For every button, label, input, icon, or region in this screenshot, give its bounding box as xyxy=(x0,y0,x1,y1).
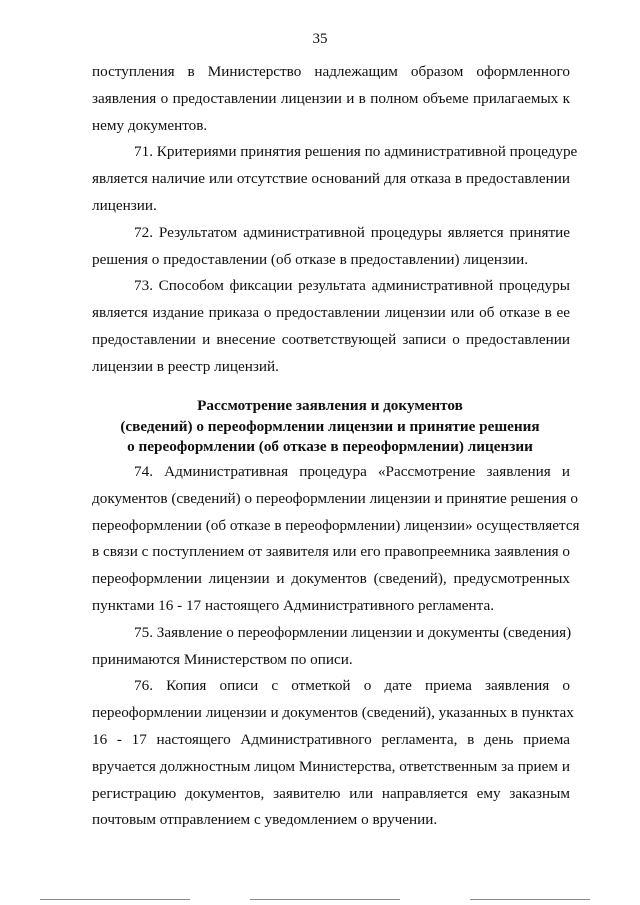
heading-line: Рассмотрение заявления и документов xyxy=(197,397,463,414)
text-line: принимаются Министерством по описи. xyxy=(92,650,353,668)
scan-edge-line xyxy=(40,899,190,900)
text-line: пунктами 16 - 17 настоящего Административного регламента. xyxy=(92,596,495,614)
paragraph-73 xyxy=(92,273,570,380)
body-text-lower xyxy=(92,459,580,834)
text-line: 74. Административная процедура «Рассмотрение заявления и xyxy=(134,463,570,480)
heading-line: о переоформлении (об отказе в переоформлении) лицензии xyxy=(127,438,533,455)
text-line: предоставлении и внесение соответствующей записи о предоставлении xyxy=(92,330,570,348)
section-heading xyxy=(70,396,590,458)
text-line: нему документов. xyxy=(92,116,208,134)
text-line: лицензии в реестр лицензий. xyxy=(92,357,279,375)
text-line: поступления в Министерство надлежащим образом оформленного xyxy=(92,63,570,80)
text-line: переоформлении лицензии и документов (сведений), указанных в пунктах xyxy=(92,704,574,722)
text-line: 75. Заявление о переоформлении лицензии и документы (сведения) xyxy=(134,623,572,641)
text-line: переоформлении лицензии и документов (сведений), предусмотренных xyxy=(92,570,570,588)
text-line: 71. Критериями принятия решения по административной процедуре xyxy=(134,143,578,161)
text-line: в связи с поступлением от заявителя или его правопреемника заявления о xyxy=(92,543,570,561)
paragraph-74 xyxy=(92,459,580,620)
paragraph-continuation xyxy=(92,59,570,139)
text-line: вручается должностным лицом Министерства, ответственным за прием и xyxy=(92,757,570,775)
text-line: почтовым отправлением с уведомлением о вручении. xyxy=(92,811,438,829)
text-line: 73. Способом фиксации результата административной процедуры xyxy=(134,277,570,295)
text-line: 76. Копия описи с отметкой о дате приема заявления о xyxy=(134,677,570,695)
paragraph-75 xyxy=(92,620,570,674)
heading-line: (сведений) о переоформлении лицензии и принятие решения xyxy=(120,417,540,435)
paragraph-71 xyxy=(92,139,578,219)
text-line: заявления о предоставлении лицензии и в полном объеме прилагаемых к xyxy=(92,89,570,107)
text-line: регистрацию документов, заявителю или направляется ему заказным xyxy=(92,784,570,802)
text-line: документов (сведений) о переоформлении лицензии и принятие решения о xyxy=(92,489,578,507)
page-number: 35 xyxy=(312,31,328,47)
body-text-upper xyxy=(92,59,578,381)
text-line: лицензии. xyxy=(92,196,157,214)
text-line: является наличие или отсутствие оснований для отказа в предоставлении xyxy=(92,170,570,188)
text-line: решения о предоставлении (об отказе в предоставлении) лицензии. xyxy=(92,250,529,268)
scan-edge-line xyxy=(470,899,590,900)
paragraph-76 xyxy=(92,673,574,834)
text-line: 16 - 17 настоящего Административного регламента, в день приема xyxy=(92,730,570,748)
paragraph-72 xyxy=(92,220,570,274)
text-line: 72. Результатом административной процедуры является принятие xyxy=(134,223,570,241)
scan-edge-line xyxy=(250,899,400,900)
text-line: является издание приказа о предоставлении лицензии или об отказе в ее xyxy=(92,304,570,322)
text-line: переоформлении (об отказе в переоформлении) лицензии» осуществляется xyxy=(92,516,580,534)
